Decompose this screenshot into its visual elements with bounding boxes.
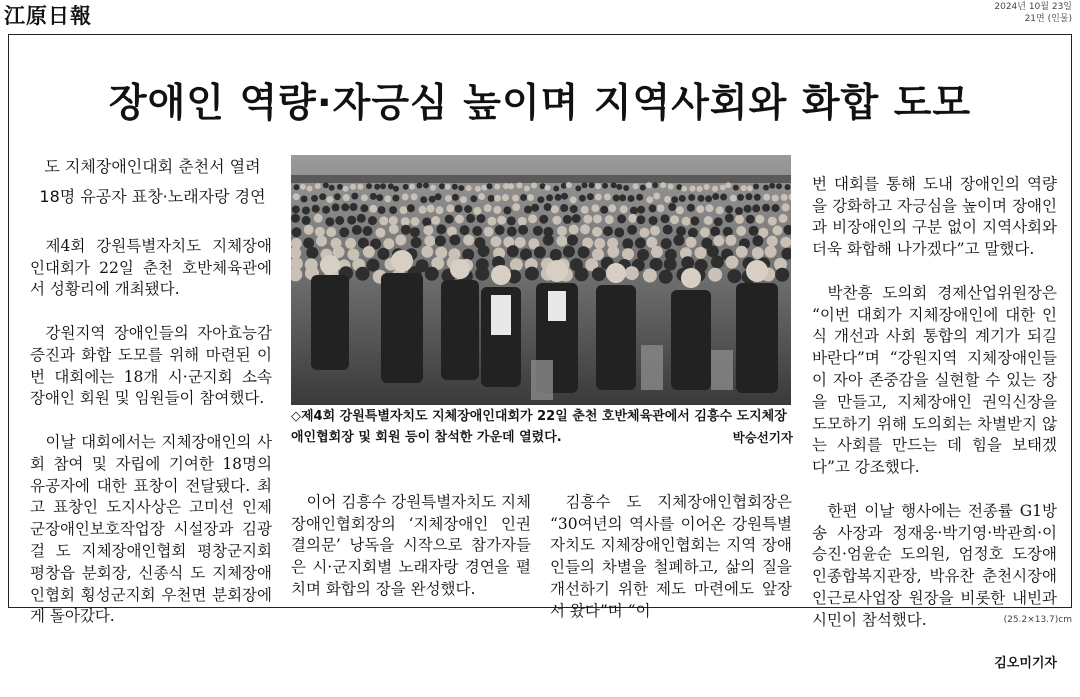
paragraph: 제4회 강원특별자치도 지체장애인대회가 22일 춘천 호반체육관에서 성황리에 개최됐다. (30, 236, 272, 299)
paragraph: 이어 김흥수 강원특별자치도 지체장애인협회장의 ‘지체장애인 인권 결의문’ 낭독을 시작으로 참가자들은 시·군지회별 노래자랑 경연을 펼치며 화합의 장을 완성했다. (291, 492, 531, 598)
issue-date: 2024년 10월 23일 (994, 2, 1072, 12)
article-size-note: (25.2×13.7)cm (1003, 615, 1072, 625)
crowd-photo-illustration (291, 155, 791, 405)
subhead-line-2: 18명 유공자 표창·노래자랑 경연 (39, 187, 266, 206)
page-section: 21면 (인물) (1024, 14, 1072, 24)
newspaper-masthead: 江原日報 (4, 3, 92, 28)
reporter-byline: 김오미기자 (994, 656, 1057, 672)
event-photo (291, 155, 791, 405)
subhead-line-1: 도 지체장애인대회 춘천서 열려 (44, 157, 261, 176)
paragraph: 박찬흥 도의회 경제산업위원장은 “이번 대회가 지체장애인에 대한 인식 개선과 사회 통합의 계기가 되길 바란다”며 “강원지역 지체장애인들이 자아 존중감을 실현할 수 있는 장을 만들고, 지체장애인 권익신장을 도모하기 위해 도의회는 차별받지 않는 사회를 만드는 데 힘을 보태겠다”고 강조했다. (812, 283, 1057, 477)
body-column-2 (291, 470, 531, 623)
article-subhead (30, 152, 275, 212)
photo-caption (291, 406, 793, 448)
paragraph: 강원지역 장애인들의 자아효능감 증진과 화합 도모를 위해 마련된 이번 대회에는 18개 시·군지회 소속 장애인 회원 및 임원들이 참여했다. (30, 323, 272, 408)
caption-text: ◇제4회 강원특별자치도 지체장애인대회가 22일 춘천 호반체육관에서 김흥수 도지체장애인협회장 및 회원 등이 참석한 가운데 열렸다. (291, 409, 787, 445)
body-column-1 (30, 214, 272, 650)
paragraph: 한편 이날 행사에는 전종률 G1방송 사장과 정재웅·박기영·박관희·이승진·엄윤순 도의원, 엄정호 도장애인종합복지관장, 박유찬 춘천시장애인근로사업장 원장을 비롯한 내빈과 시민이 참석했다. (812, 501, 1057, 629)
paragraph: 번 대회를 통해 도내 장애인의 역량을 강화하고 자긍심을 높이며 장애인과 비장애인의 구분 없이 지역사회와 더욱 화합해 나가겠다”고 말했다. (812, 174, 1057, 259)
paragraph: 김흥수 도 지체장애인협회장은 “30여년의 역사를 이어온 강원특별자치도 지체장애인협회는 지역 장애인들의 차별을 철폐하고, 삶의 질을 개선하기 위한 제도 마련에도 앞장서 왔다”며 “이 (550, 492, 792, 620)
paragraph: 이날 대회에서는 지체장애인의 사회 참여 및 자립에 기여한 18명의 유공자에 대한 표창이 전달됐다. 최고 표창인 도지사상은 고미선 인제군장애인보호작업장 시설장과 김광걸 도 지체장애인협회 평창군지회 평창읍 분회장, 신종식 도 지체장애인협회 횡성군지회 우천면 분회장에게 돌아갔다. (30, 432, 272, 626)
issue-meta (994, 1, 1072, 25)
photo-credit: 박승선기자 (732, 430, 793, 445)
article-headline: 장애인 역량·자긍심 높이며 지역사회와 화합 도모 (108, 81, 972, 126)
body-column-3 (550, 470, 792, 644)
